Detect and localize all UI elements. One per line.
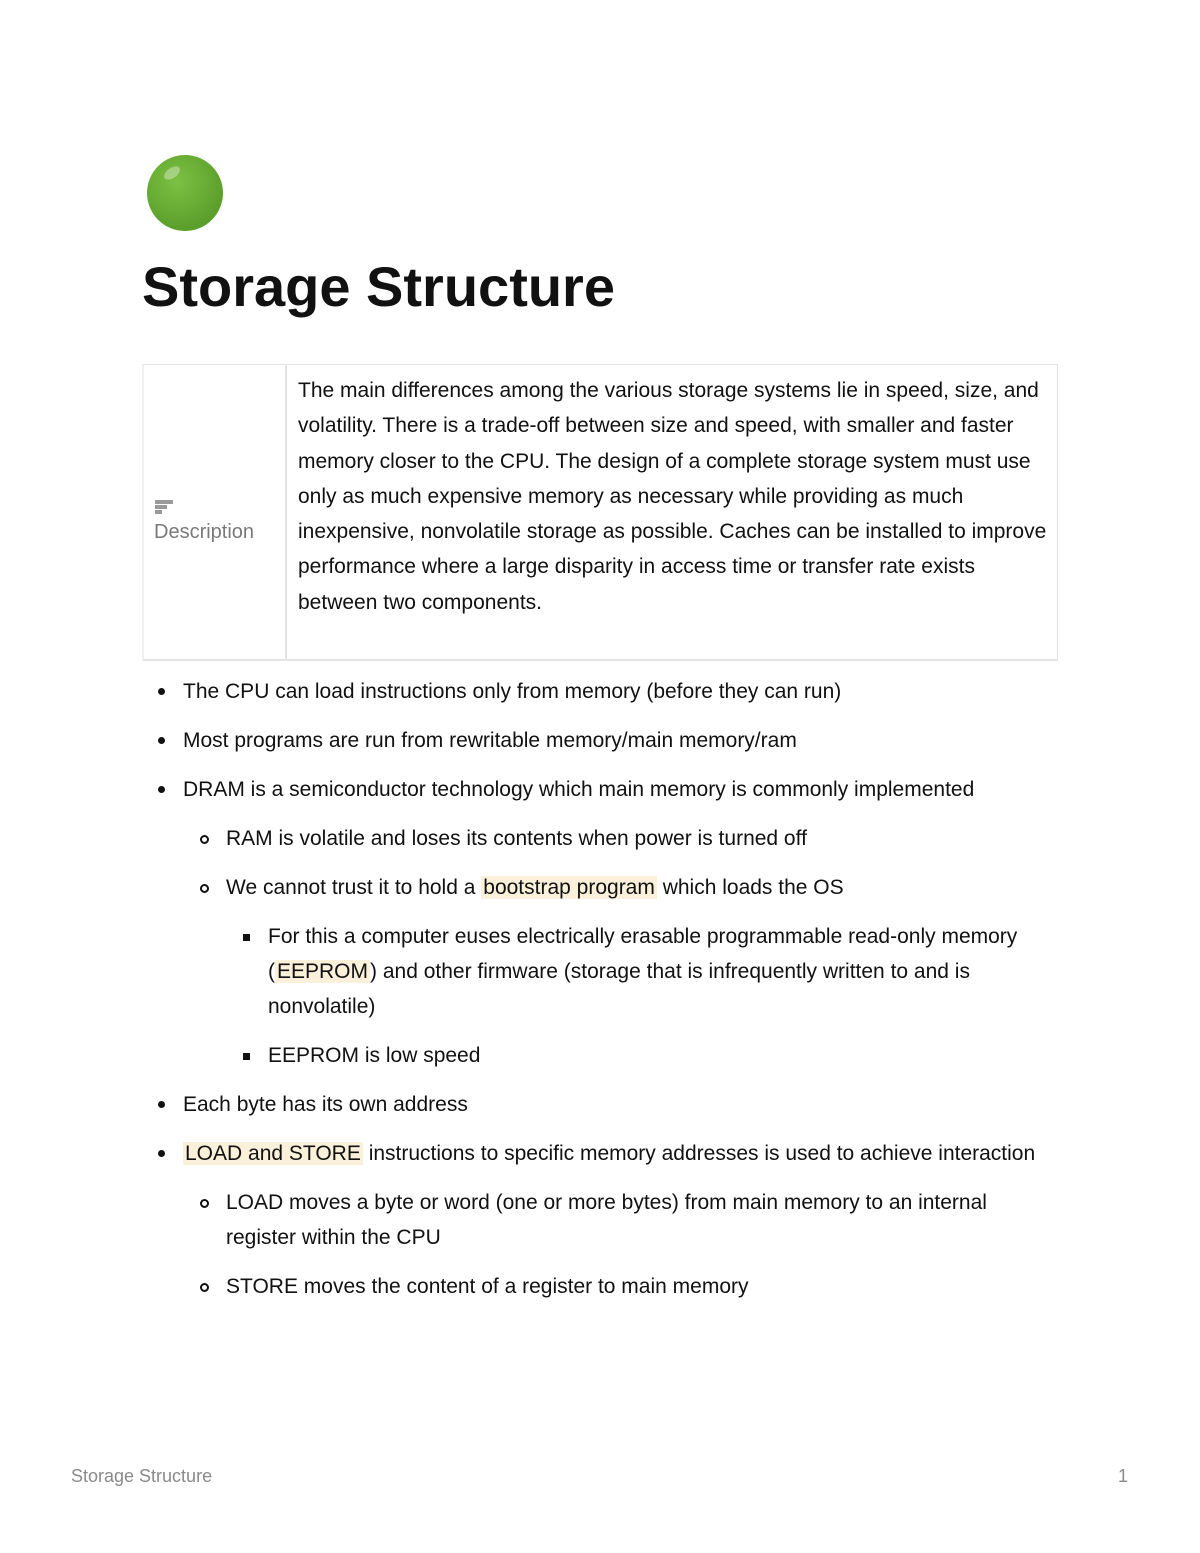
list-item-text [183, 1142, 1035, 1165]
text-segment: ) and other firmware (storage that is infrequently written to and is nonvolatile) [268, 960, 970, 1018]
list-item [142, 1185, 1052, 1255]
bullet-marker [200, 884, 209, 893]
bullet-marker [200, 1283, 209, 1292]
property-value-description: The main differences among the various storage systems lie in speed, size, and volatility. There is a trade-off between size and speed, with smaller and faster memory closer to the CPU. The design of a complete storage system must use only as much expensive memory as necessary while providing as much inexpensive, nonvolatile storage as possible. Caches can be installed to improve performance where a large disparity in access time or transfer rate exists between two components. [298, 379, 1047, 614]
list-item [142, 870, 1052, 905]
bullet-marker [200, 835, 209, 844]
list-item [142, 1136, 1052, 1171]
bullet-marker [243, 1053, 250, 1060]
text-segment: instructions to specific memory addresses is used to achieve interaction [362, 1142, 1036, 1165]
list-item [142, 1038, 1052, 1073]
page-title: Storage Structure [142, 255, 615, 318]
list-item-text: Most programs are run from rewritable memory/main memory/ram [183, 729, 797, 752]
bullet-marker [243, 934, 250, 941]
bullet-list [142, 674, 1052, 1318]
properties-table [142, 364, 1058, 661]
text-segment: which loads the OS [656, 876, 844, 899]
list-item [142, 1087, 1052, 1122]
list-item-text: The CPU can load instructions only from memory (before they can run) [183, 680, 842, 703]
footer-page-number: 1 [1118, 1466, 1129, 1486]
list-item-text: EEPROM is low speed [268, 1044, 481, 1067]
text-segment: For this a computer euses electrically erasable programmable read-only memory ( [268, 925, 1018, 983]
list-item [142, 1269, 1052, 1304]
highlighted-text: LOAD and STORE [185, 1142, 361, 1165]
list-item [142, 772, 1052, 807]
text-segment: We cannot trust it to hold a [226, 876, 482, 899]
bullet-marker [158, 737, 165, 744]
bullet-marker [158, 1101, 165, 1108]
bullet-marker [158, 786, 165, 793]
list-item-text: STORE moves the content of a register to main memory [226, 1275, 749, 1298]
list-item-text: DRAM is a semiconductor technology which main memory is commonly implemented [183, 778, 975, 801]
bullet-marker [158, 688, 165, 695]
green-circle-icon [145, 153, 225, 233]
list-item [142, 919, 1052, 1024]
list-item-text [268, 925, 1017, 1018]
list-item-text: Each byte has its own address [183, 1093, 468, 1116]
property-key-label: Description [154, 520, 255, 543]
bullet-marker [158, 1150, 165, 1157]
list-item [142, 674, 1052, 709]
bullet-marker [200, 1199, 209, 1208]
footer-document-title: Storage Structure [71, 1466, 213, 1486]
list-item-text: LOAD moves a byte or word (one or more bytes) from main memory to an internal register within the CPU [226, 1191, 987, 1249]
highlighted-text: bootstrap program [483, 876, 655, 899]
text-lines-icon [154, 499, 174, 515]
list-item-text: RAM is volatile and loses its contents when power is turned off [226, 827, 807, 850]
list-item [142, 821, 1052, 856]
list-item-text [226, 876, 844, 899]
property-key-description [144, 365, 287, 659]
highlighted-text: EEPROM [277, 960, 369, 983]
list-item [142, 723, 1052, 758]
